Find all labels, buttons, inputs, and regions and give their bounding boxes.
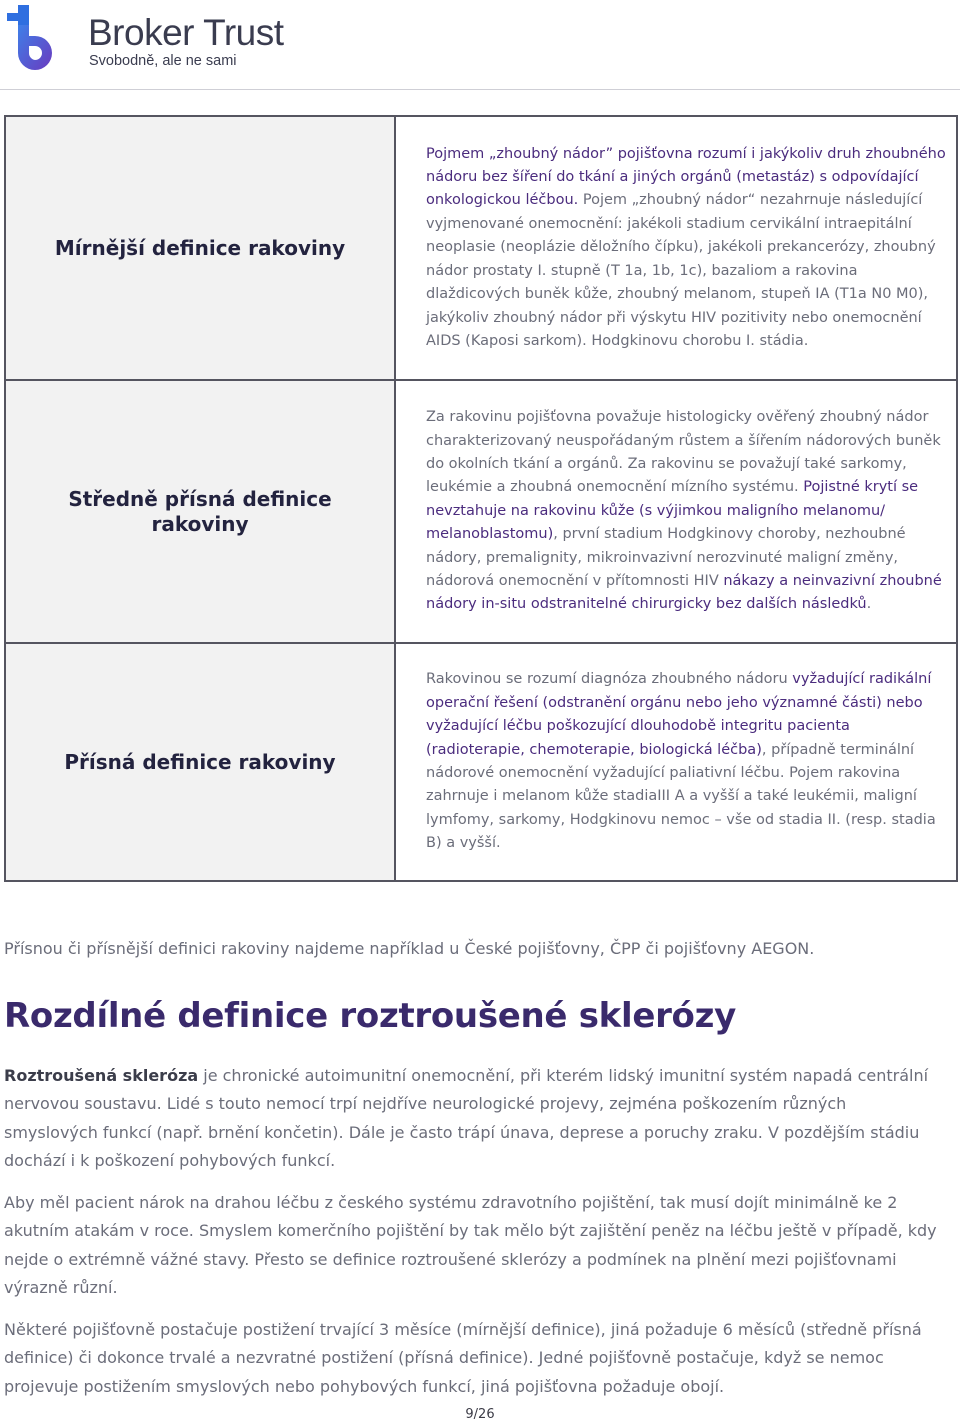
broker-trust-logo[interactable] bbox=[4, 3, 324, 75]
paragraph-bold-term: Roztroušená skleróza bbox=[4, 1066, 199, 1085]
brand-tagline: Svobodně, ale ne sami bbox=[89, 53, 237, 69]
page-number: 9/26 bbox=[465, 1407, 495, 1422]
row-description bbox=[395, 643, 957, 881]
highlighted-text: Pojmem „zhoubný nádor” pojišťovna rozumí i jakýkoliv druh zhoubného nádoru bez šíření do tkání a jiných orgánů (metastáz) s odpovídající onkologickou léčbou. bbox=[426, 145, 946, 209]
cancer-definitions-table bbox=[4, 115, 958, 882]
highlighted-text: vyžadující radikální operační řešení (odstranění orgánu nebo jeho významné části) nebo vyžadující léčbu poškozující dlouhodobě integritu pacienta (radioterapie, chemoterapie, biologická léčba) bbox=[426, 671, 932, 758]
header-divider bbox=[0, 89, 960, 90]
description-text: Pojem „zhoubný nádor“ nezahrnuje následující vyjmenované onemocnění: jakékoli stadium cervikální intraepitální neoplasie (neoplázie děložního čípku), jakékoli prekancerózy, zhoubný nádor prostaty I. stupně (T 1a, 1b, 1c), bazaliom a rakovina dlaždicových buněk kůže, zhoubný melanom, stupeň IA (T1a N0 M0), jakýkoliv zhoubný nádor při výskytu HIV pozitivity nebo onemocnění AIDS (Kaposi sarkom). Hodgkinovu chorobu I. stádia. bbox=[426, 192, 936, 349]
paragraph: Aby měl pacient nárok na drahou léčbu z českého systému zdravotního pojištění, tak musí dojít minimálně ke 2 akutním atakám v roce. Smyslem komerčního pojištění by tak mělo být zajištění peněz na léčbu ještě v případě, kdy nejde o extrémně vážné stavy. Přesto se definice roztroušené sklerózy a podmínek na plnění mezi pojišťovnami výrazně různí. bbox=[4, 1193, 937, 1298]
paragraph: Některé pojišťovně postačuje postižení trvající 3 měsíce (mírnější definice), jiná požaduje 6 měsíců (středně přísná definice) či dokonce trvalé a nezvratné postižení (přísná definice). Jedné pojišťovně postačuje, když se nemoc projevuje postižením smyslových nebo pohybových funkcí, jiná pojišťovna požaduje obojí. bbox=[4, 1320, 922, 1396]
row-label: Přísná definice rakoviny bbox=[5, 643, 395, 881]
section-title: Rozdílné definice roztroušené sklerózy bbox=[4, 996, 736, 1036]
row-description bbox=[395, 116, 957, 380]
paragraph bbox=[4, 1062, 944, 1176]
highlighted-text: Pojistné krytí se nevztahuje na rakovinu kůže (s výjimkou maligního melanomu/ melanoblastomu) bbox=[426, 479, 919, 543]
table-row bbox=[5, 380, 957, 643]
table-row bbox=[5, 643, 957, 881]
highlighted-text: nákazy a neinvazivní zhoubné nádory in-situ odstranitelné chirurgicky bez dalších následků bbox=[426, 573, 942, 613]
description-text: Za rakovinu pojišťovna považuje histologicky ověřený zhoubný nádor charakterizovaný neuspořádaným růstem a šířením nádorových buněk do okolních tkání a orgánů. Za rakovinu se považují také sarkomy, leukémie a zhoubná onemocnění mízního systému. bbox=[426, 409, 941, 496]
table-row bbox=[5, 116, 957, 380]
row-description bbox=[395, 380, 957, 643]
logo-mark-icon bbox=[4, 3, 76, 75]
brand-name: Broker Trust bbox=[88, 12, 284, 53]
description-text: , případně terminální nádorové onemocnění vyžadující paliativní léčbu. Pojem rakovina zahrnuje i melanom kůže stadiaIII A a vyšší a také leukémii, maligní lymfomy, sarkomy, Hodgkinovu nemoc – vše od stadia II. (resp. stadia B) a vyšší. bbox=[426, 741, 936, 852]
row-label: Mírnější definice rakoviny bbox=[5, 116, 395, 380]
paragraph-text: je chronické autoimunitní onemocnění, při kterém lidský imunitní systém napadá centrální nervovou soustavu. Lidé s touto nemocí trpí nejdříve neurologické projevy, zejména poškozením různých smyslových funkcí (např. brnění končetin). Dále je často trápí únava, deprese a poruchy zraku. V pozdějším stádiu dochází i k poškození pohybových funkcí. bbox=[4, 1066, 929, 1171]
description-text: Rakovinou se rozumí diagnóza zhoubného nádoru bbox=[426, 671, 793, 688]
description-text: . bbox=[866, 596, 872, 613]
description-text: , první stadium Hodgkinovy choroby, nezhoubné nádory, premalignity, mikroinvazivní nerozvinuté maligní změny, nádorová onemocnění v přítomnosti HIV bbox=[426, 526, 906, 590]
row-label: Středně přísná definice rakoviny bbox=[5, 380, 395, 643]
insurer-note: Přísnou či přísnější definici rakoviny najdeme například u České pojišťovny, ČPP či pojišťovny AEGON. bbox=[4, 939, 815, 958]
